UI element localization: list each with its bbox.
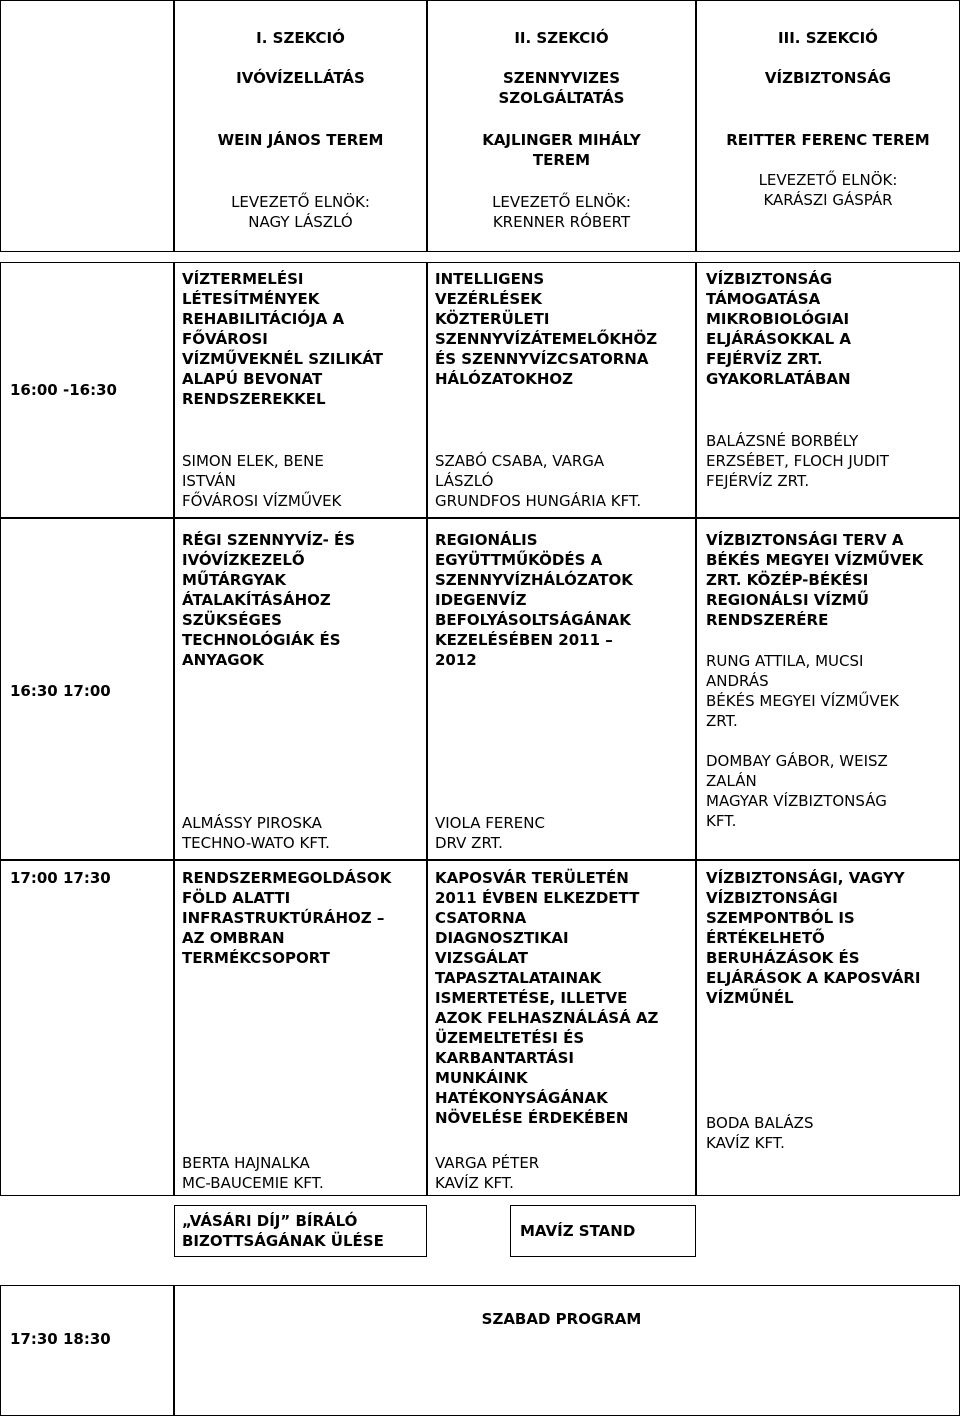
section-3-title: III. SZEKCIÓ [778, 29, 878, 47]
talk-speaker: SIMON ELEK, BENE ISTVÁN FŐVÁROSI VÍZMŰVEK [182, 452, 342, 510]
section-3-room: REITTER FERENC TEREM [726, 131, 930, 149]
talk-title: RÉGI SZENNYVÍZ- ÉS IVÓVÍZKEZELŐ MŰTÁRGYAK ÁTALAKÍTÁSÁHOZ SZÜKSÉGES TECHNOLÓGIÁK ÉS ANYAGOK [182, 531, 356, 669]
talk-speaker: VIOLA FERENC DRV ZRT. [435, 814, 545, 852]
section-2-room: KAJLINGER MIHÁLY TEREM [482, 131, 641, 169]
header-cell-empty [0, 0, 174, 252]
section-1-chair: LEVEZETŐ ELNÖK: NAGY LÁSZLÓ [231, 193, 370, 231]
talk-title: REGIONÁLIS EGYÜTTMŰKÖDÉS A SZENNYVÍZHÁLÓZATOK IDEGENVÍZ BEFOLYÁSOLTSÁGÁNAK KEZELÉSÉBEN 2011 – 2012 [435, 531, 633, 669]
talk-title: VÍZBIZTONSÁGI, VAGYY VÍZBIZTONSÁGI SZEMPONTBÓL IS ÉRTÉKELHETŐ BERUHÁZÁSOK ÉS ELJÁRÁSOK A KAPOSVÁRI VÍZMŰNÉL [706, 869, 921, 1007]
talk-title: INTELLIGENS VEZÉRLÉSEK KÖZTERÜLETI SZENNYVÍZÁTEMELŐKHÖZ ÉS SZENNYVÍZCSATORNA HÁLÓZATOKHOZ [435, 270, 658, 388]
section-3-chair: LEVEZETŐ ELNÖK: KARÁSZI GÁSPÁR [758, 171, 898, 209]
section-2-chair: LEVEZETŐ ELNÖK: KRENNER RÓBERT [492, 193, 631, 231]
time-slot-2: 16:30 17:00 [10, 682, 111, 700]
section-2-title: II. SZEKCIÓ [514, 29, 609, 47]
jury-meeting-label: „VÁSÁRI DÍJ” BÍRÁLÓ BIZOTTSÁGÁNAK ÜLÉSE [182, 1212, 384, 1250]
free-program-cell [174, 1285, 960, 1416]
time-slot-1: 16:00 -16:30 [10, 381, 117, 399]
talk-speaker: RUNG ATTILA, MUCSI ANDRÁS BÉKÉS MEGYEI VÍZMŰVEK ZRT. [706, 652, 899, 730]
time-slot-3: 17:00 17:30 [10, 869, 111, 887]
talk-title: RENDSZERMEGOLDÁSOK FÖLD ALATTI INFRASTRUKTÚRÁHOZ – AZ OMBRAN TERMÉKCSOPORT [182, 869, 392, 967]
talk-speaker-2: DOMBAY GÁBOR, WEISZ ZALÁN MAGYAR VÍZBIZTONSÁG KFT. [706, 752, 888, 830]
talk-speaker: BERTA HAJNALKA MC-BAUCEMIE KFT. [182, 1154, 324, 1192]
time-cell-3 [0, 860, 174, 1196]
talk-speaker: VARGA PÉTER KAVÍZ KFT. [435, 1154, 540, 1192]
section-1-title: I. SZEKCIÓ [256, 29, 345, 47]
final-time-cell [0, 1285, 174, 1416]
talk-title: VÍZBIZTONSÁGI TERV A BÉKÉS MEGYEI VÍZMŰVEK ZRT. KÖZÉP-BÉKÉSI REGIONÁLSI VÍZMŰ RENDSZERÉRE [706, 531, 924, 629]
section-1-topic: IVÓVÍZELLÁTÁS [236, 69, 365, 87]
final-time-slot: 17:30 18:30 [10, 1330, 111, 1348]
section-1-room: WEIN JÁNOS TEREM [217, 131, 384, 149]
talk-speaker: ALMÁSSY PIROSKA TECHNO-WATO KFT. [182, 814, 330, 852]
talk-speaker: BODA BALÁZS KAVÍZ KFT. [706, 1114, 814, 1152]
talk-speaker: SZABÓ CSABA, VARGA LÁSZLÓ GRUNDFOS HUNGÁRIA KFT. [435, 452, 642, 510]
talk-title: VÍZTERMELÉSI LÉTESÍTMÉNYEK REHABILITÁCIÓJA A FŐVÁROSI VÍZMŰVEKNÉL SZILIKÁT ALAPÚ BEVONAT RENDSZEREKKEL [182, 270, 383, 408]
section-2-topic: SZENNYVIZES SZOLGÁLTATÁS [498, 69, 625, 107]
talk-title: VÍZBIZTONSÁG TÁMOGATÁSA MIKROBIOLÓGIAI ELJÁRÁSOKKAL A FEJÉRVÍZ ZRT. GYAKORLATÁBAN [706, 270, 851, 388]
talk-speaker: BALÁZSNÉ BORBÉLY ERZSÉBET, FLOCH JUDIT FEJÉRVÍZ ZRT. [706, 432, 889, 490]
section-3-topic: VÍZBIZTONSÁG [764, 69, 892, 87]
free-program-label: SZABAD PROGRAM [481, 1310, 642, 1328]
maviz-stand-label: MAVÍZ STAND [520, 1222, 636, 1240]
talk-title: KAPOSVÁR TERÜLETÉN 2011 ÉVBEN ELKEZDETT CSATORNA DIAGNOSZTIKAI VIZSGÁLAT TAPASZTALATAINAK ISMERTETÉSE, ILLETVE AZOK FELHASZNÁLÁSÁ AZ ÜZEMELTETÉSI ÉS KARBANTARTÁSI MUNKÁINK HATÉKONYSÁGÁNAK NÖVELÉSE ÉRDEKÉBEN [435, 869, 659, 1127]
